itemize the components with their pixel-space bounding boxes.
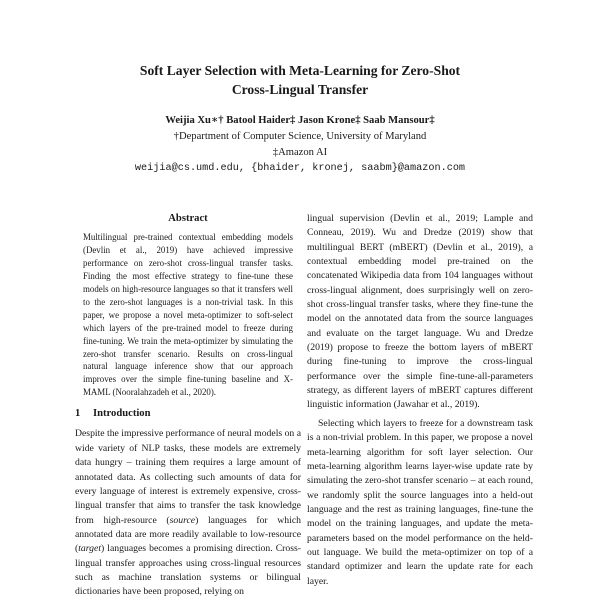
abstract-heading: Abstract: [168, 213, 208, 224]
intro-paragraph-continued: lingual supervision (Devlin et al., 2019; Lample and Conneau, 2019). Wu and Dredze (2019) show that multilingual BERT (mBERT) (Devlin et al., 2019), a contextual embedding model pre-trained on the concatenated Wikipedia data from 104 languages without cross-lingual alignment, does surprisingly well on zero-shot cross-lingual transfer tasks, where they fine-tune the model on the annotated data from the source languages and evaluate on the target language. Wu and Dredze (2019) propose to freeze the bottom layers of mBERT during fine-tuning to improve the cross-lingual performance over the simple fine-tune-all-parameters strategy, as different layers of mBERT captures different linguistic information (Jawahar et al., 2019).: [307, 213, 533, 411]
left-column: [75, 212, 301, 600]
author-names: Weijia Xu∗† Batool Haider‡ Jason Krone‡ Saab Mansour‡: [165, 115, 435, 126]
affiliation-amazon: ‡Amazon AI: [272, 147, 328, 158]
author-emails: weijia@cs.umd.edu, {bhaider, kronej, saabm}@amazon.com: [134, 163, 466, 174]
section-heading-introduction: [75, 407, 301, 421]
section-number: 1: [75, 408, 81, 420]
intro-source-term: source: [169, 514, 196, 526]
intro-text-part: Despite the impressive performance of neural models on a wide variety of NLP tasks, these models are extremely data hungry – training them requires a large amount of annotated data. As collecting such amounts of data for every language of interest is extremely expensive, cross-lingual transfer that aims to transfer the task knowledge from high-resource (: [75, 428, 301, 526]
title-line-2: Cross-Lingual Transfer: [231, 82, 369, 97]
right-column: [307, 212, 533, 589]
title-line-1: Soft Layer Selection with Meta-Learning for Zero-Shot: [139, 63, 461, 78]
abstract-text: Multilingual pre-trained contextual embedding models (Devlin et al., 2019) have achieved impressive performance on zero-shot cross-lingual transfer tasks. Finding the most effective strategy to fine-tune these models on high-resource languages so that it transfers well to the zero-shot languages is a non-trivial task. In this paper, we propose a novel meta-optimizer to soft-select which layers of the pre-trained model to freeze during fine-tuning. We train the meta-optimizer by simulating the zero-shot transfer scenario. Results on cross-lingual natural language inference show that our approach improves over the simple fine-tuning baseline and X-MAML (Nooralahzadeh et al., 2020).: [83, 232, 293, 398]
intro-text-part: ) languages becomes a promising direction. Cross-lingual transfer approaches using cross-lingual resources such as machine translation systems or bilingual dictionaries have been proposed, relying on: [75, 543, 301, 598]
intro-paragraph-2: Selecting which layers to freeze for a downstream task is a non-trivial problem. In this paper, we propose a novel meta-learning algorithm for soft layer selection. Our meta-learning algorithm learns layer-wise update rate by simulating the zero-shot transfer scenario – at each round, we randomly split the source languages into a held-out language and the rest as training languages, fine-tune the model on the training languages, and update the meta-parameters based on the model performance on the held-out language. We build the meta-optimizer on top of a standard optimizer and learn the update rate for each layer.: [307, 417, 533, 587]
intro-target-term: target: [78, 543, 102, 555]
affiliation-umd: †Department of Computer Science, University of Maryland: [173, 131, 427, 142]
intro-paragraph-1: [75, 427, 301, 599]
author-block: [0, 113, 600, 177]
intro-text-part: ) languages for which annotated data are more readily available to low-resource (: [75, 514, 301, 555]
section-title: Introduction: [93, 408, 151, 420]
paper-title: [0, 61, 600, 99]
